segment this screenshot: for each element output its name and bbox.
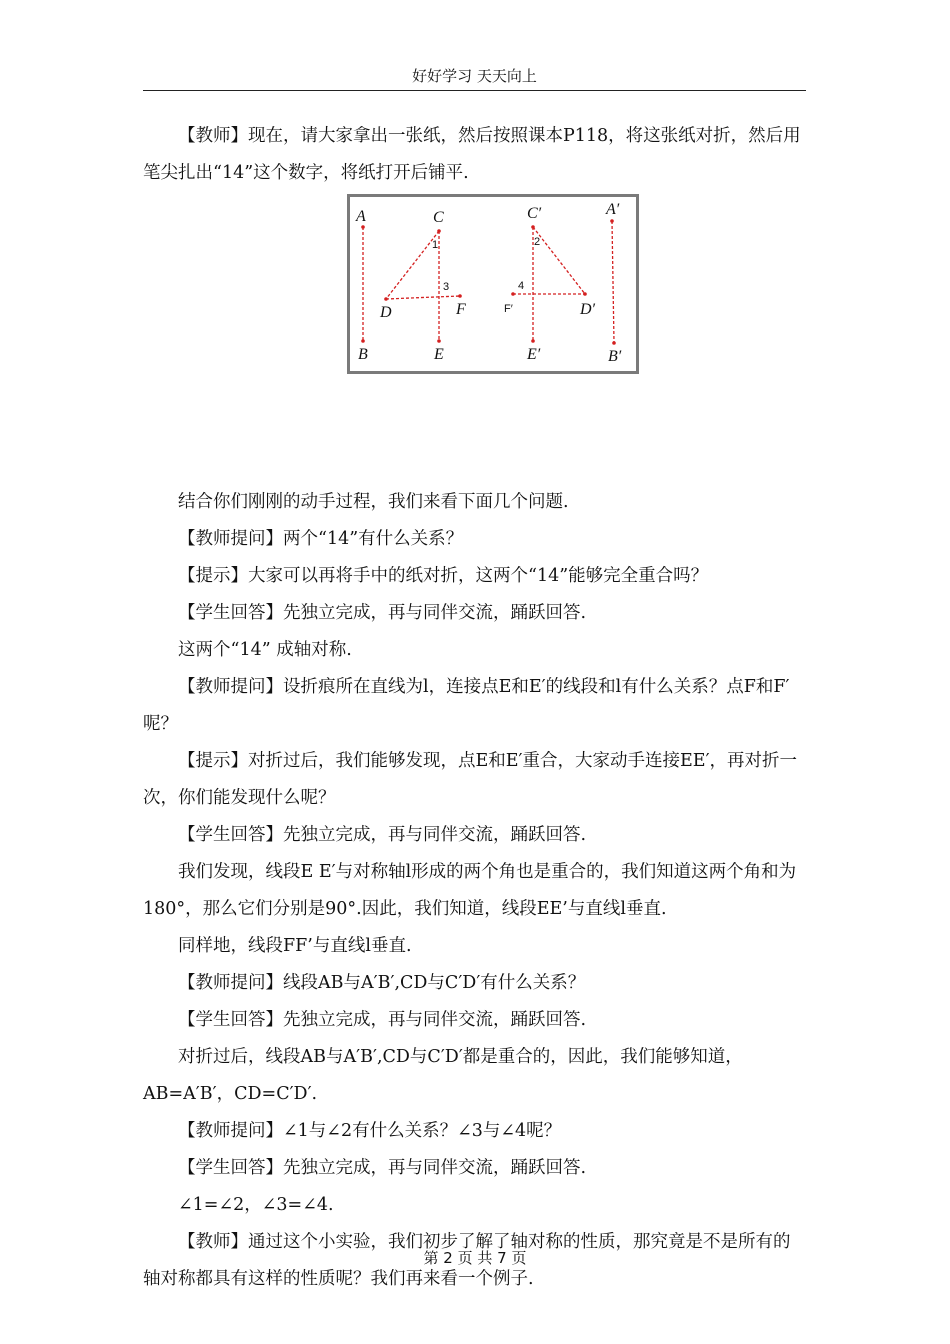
point-B (361, 339, 365, 343)
point-A2 (610, 219, 614, 223)
header-title: 好好学习 天天向上 (412, 67, 537, 85)
point-F2 (511, 292, 515, 296)
paragraph: 【教师】现在，请大家拿出一张纸，然后按照课本P118，将这张纸对折，然后用笔尖扎出“14”这个数字，将纸打开后铺平. (143, 126, 801, 183)
paragraph: 【提示】大家可以再将手中的纸对折，这两个“14”能够完全重合吗？ (178, 566, 709, 586)
label-D2: D′ (580, 301, 596, 318)
point-D (384, 297, 388, 301)
paragraph: 这两个“14” 成轴对称. (178, 640, 352, 660)
label-F: F (456, 301, 466, 318)
point-E2 (531, 339, 535, 343)
point-B2 (612, 341, 616, 345)
label-C: C (433, 209, 444, 226)
point-A (361, 225, 365, 229)
label-B: B (358, 346, 368, 363)
label-angle-1: 1 (432, 239, 439, 251)
page-footer (0, 1247, 950, 1268)
paragraph: 我们发现，线段E E′与对称轴l形成的两个角也是重合的，我们知道这两个角和为180°，那么它们分别是90°.因此，我们知道，线段EE’与直线l垂直. (143, 862, 797, 919)
paragraph: 对折过后，线段AB与A′B′,CD与C′D′都是重合的，因此，我们能够知道，AB=A′B′，CD=C′D′. (143, 1047, 743, 1104)
point-C2 (531, 225, 535, 229)
paragraph: 【教师提问】线段AB与A′B′,CD与C′D′有什么关系？ (178, 973, 586, 993)
figure-svg (350, 197, 636, 371)
label-A2: A′ (606, 201, 620, 218)
paragraph: 【教师提问】设折痕所在直线为l，连接点E和E′的线段和l有什么关系？点F和F′呢？ (143, 677, 790, 734)
point-D2 (583, 292, 587, 296)
page-header (143, 64, 806, 91)
paragraph: 【教师提问】两个“14”有什么关系？ (178, 529, 464, 549)
paragraph: 【学生回答】先独立完成，再与同伴交流，踊跃回答. (178, 825, 587, 845)
label-angle-3: 3 (443, 281, 450, 293)
paragraph: 【学生回答】先独立完成，再与同伴交流，踊跃回答. (178, 603, 587, 623)
label-F2: F′ (504, 303, 513, 315)
symmetry-figure (347, 194, 639, 374)
paragraph: 【学生回答】先独立完成，再与同伴交流，踊跃回答. (178, 1158, 587, 1178)
label-C2: C′ (527, 205, 542, 222)
segment-C2D2 (533, 227, 585, 294)
figure-area (143, 194, 806, 484)
label-E2: E′ (527, 346, 541, 363)
segment-DF (386, 296, 460, 299)
document-body (143, 118, 806, 1298)
label-D: D (380, 304, 392, 321)
paragraph: ∠1=∠2，∠3=∠4. (178, 1195, 334, 1215)
point-F (458, 294, 462, 298)
label-B2: B′ (608, 348, 622, 365)
paragraph: 同样地，线段FF’与直线l垂直. (178, 936, 412, 956)
label-angle-4: 4 (518, 280, 525, 292)
label-E: E (434, 346, 444, 363)
paragraph: 【教师】通过这个小实验，我们初步了解了轴对称的性质，那究竟是不是所有的轴对称都具有这样的性质呢？我们再来看一个例子. (143, 1232, 791, 1289)
point-E (437, 339, 441, 343)
point-C (437, 229, 441, 233)
paragraph: 【教师提问】∠1与∠2有什么关系？∠3与∠4呢？ (178, 1121, 562, 1141)
paragraph: 【提示】对折过后，我们能够发现，点E和E′重合，大家动手连接EE′，再对折一次，你们能发现什么呢？ (143, 751, 798, 808)
paragraph: 结合你们刚刚的动手过程，我们来看下面几个问题. (178, 492, 569, 512)
segment-A2B2 (612, 221, 614, 343)
paragraph: 【学生回答】先独立完成，再与同伴交流，踊跃回答. (178, 1010, 587, 1030)
label-angle-2: 2 (534, 236, 541, 248)
page-number: 第 2 页 共 7 页 (423, 1249, 527, 1267)
label-A: A (356, 208, 366, 225)
